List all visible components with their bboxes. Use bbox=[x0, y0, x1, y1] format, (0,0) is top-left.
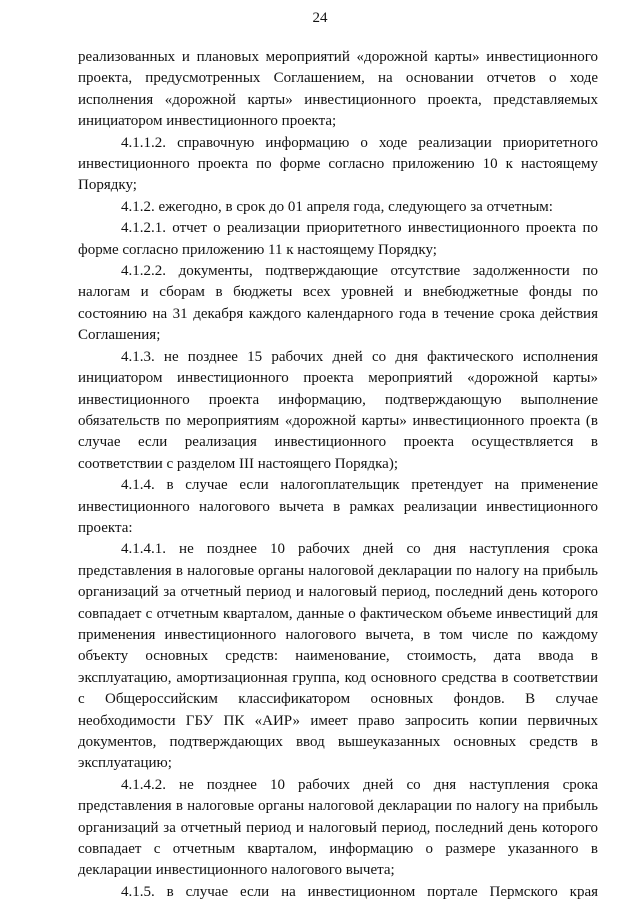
paragraph: 4.1.2. ежегодно, в срок до 01 апреля года, следующего за отчетным: bbox=[121, 198, 553, 215]
paragraph: 4.1.3. не позднее 15 рабочих дней со дня фактического исполнения инициатором инвестиционного проекта мероприятий «дорожной карты» инвестиционного проекта информацию, подтверждающую выполнение обязательств по мероприятиям «дорожной карты» инвестиционного проекта (в случае если реализация инвестиционного проекта осуществляется в соответствии с разделом III настоящего Порядка); bbox=[78, 348, 598, 472]
paragraph: 4.1.2.1. отчет о реализации приоритетного инвестиционного проекта по форме согласно приложению 11 к настоящему Порядку; bbox=[78, 220, 598, 258]
paragraph: 4.1.1.2. справочную информацию о ходе реализации приоритетного инвестиционного проекта по форме согласно приложению 10 к настоящему Порядку; bbox=[78, 134, 598, 194]
page-number: 24 bbox=[312, 10, 328, 26]
paragraph: 4.1.4. в случае если налогоплательщик претендует на применение инвестиционного налогового вычета в рамках реализации инвестиционного проекта: bbox=[78, 477, 598, 536]
paragraph: реализованных и плановых мероприятий «дорожной карты» инвестиционного проекта, предусмотренных Соглашением, на основании отчетов о ходе исполнения «дорожной карты» инвестиционного проекта, представляемых инициатором инвестиционного проекта; bbox=[78, 49, 598, 130]
paragraph: 4.1.4.1. не позднее 10 рабочих дней со дня наступления срока представления в налоговые органы налоговой декларации по налогу на прибыль организаций за отчетный период и налоговый период, последний день которого совпадает с отчетным кварталом, данные о фактическом объеме инвестиций для применения инвестиционного налогового вычета, в том числе по каждому объекту основных средств: наименование, стоимость, дата ввода в эксплуатацию, амортизационная группа, код основного средства в соответствии с Общероссийским классификатором основных фондов. В случае необходимости ГБУ ПК «АИР» имеет право запросить копии первичных документов, подтверждающих ввод вышеуказанных основных средств в эксплуатацию; bbox=[78, 541, 598, 772]
paragraph: 4.1.5. в случае если на инвестиционном портале Пермского края bbox=[121, 883, 598, 900]
document-body bbox=[78, 47, 598, 903]
paragraph: 4.1.2.2. документы, подтверждающие отсутствие задолженности по налогам и сборам в бюджеты всех уровней и внебюджетные фонды по состоянию на 31 декабря каждого календарного года в течение срока действия Соглашения; bbox=[78, 263, 598, 344]
paragraph: 4.1.4.2. не позднее 10 рабочих дней со дня наступления срока представления в налоговые органы налоговой декларации по налогу на прибыль организаций за отчетный период и налоговый период, последний день которого совпадает с отчетным кварталом, информацию о размере указанного в декларации инвестиционного налогового вычета; bbox=[78, 776, 598, 879]
